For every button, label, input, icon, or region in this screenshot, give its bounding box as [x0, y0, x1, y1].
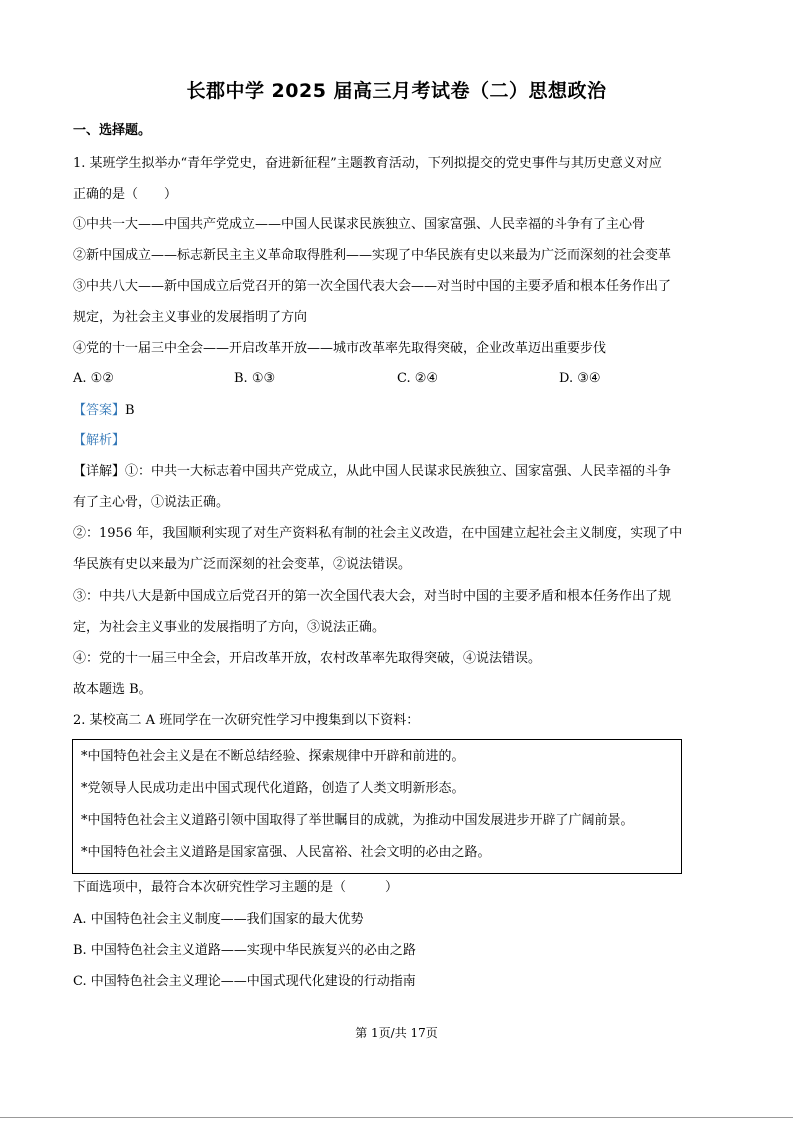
page-footer: 第 1页/共 17页: [355, 1026, 438, 1040]
q2-box-item-3: *中国特色社会主义道路引领中国取得了举世瞩目的成就，为推动中国发展进步开辟了广阔前景。: [81, 813, 634, 828]
q2-box-item-1: *中国特色社会主义是在不断总结经验、探索规律中开辟和前进的。: [81, 749, 465, 764]
detail-text: ①：中共一大标志着中国共产党成立，从此中国人民谋求民族独立、国家富强、人民幸福的斗争: [125, 464, 672, 479]
q1-detail-8: 故本题选 B。: [73, 682, 152, 697]
q2-question: 下面选项中，最符合本次研究性学习主题的是（ ）: [73, 880, 399, 895]
q1-option-b: B. ①③: [234, 371, 276, 386]
q2-option-c: C. 中国特色社会主义理论——中国式现代化建设的行动指南: [73, 974, 416, 989]
q1-item-2: ②新中国成立——标志新民主主义革命取得胜利——实现了中华民族有史以来最为广泛而深刻的社会变革: [73, 248, 672, 263]
answer-value: B: [125, 403, 135, 418]
bottom-divider: [0, 1117, 793, 1118]
answer-label: 【答案】: [73, 403, 126, 418]
q1-item-4: ④党的十一届三中全会——开启改革开放——城市改革率先取得突破，企业改革迈出重要步伐: [73, 341, 607, 356]
q1-detail-3: ②：1956 年，我国顺利实现了对生产资料私有制的社会主义改造，在中国建立起社会主义制度，实现了中: [73, 526, 683, 541]
q1-detail-5: ③：中共八大是新中国成立后党召开的第一次全国代表大会，对当时中国的主要矛盾和根本任务作出了规: [73, 589, 672, 604]
q1-item-3-cont: 规定，为社会主义事业的发展指明了方向: [73, 310, 308, 325]
q1-item-3: ③中共八大——新中国成立后党召开的第一次全国代表大会——对当时中国的主要矛盾和根本任务作出了: [73, 279, 672, 294]
q1-stem-line-1: 1. 某班学生拟举办“青年学党史，奋进新征程”主题教育活动，下列拟提交的党史事件与其历史意义对应: [73, 156, 662, 171]
q2-box-item-4: *中国特色社会主义道路是国家富强、人民富裕、社会文明的必由之路。: [81, 845, 491, 860]
q1-option-a: A. ①②: [73, 371, 114, 386]
q2-stem: 2. 某校高二 A 班同学在一次研究性学习中搜集到以下资料：: [73, 713, 420, 728]
q2-option-a: A. 中国特色社会主义制度——我们国家的最大优势: [73, 912, 364, 927]
q1-stem-line-2: 正确的是（ ）: [73, 187, 178, 202]
page-title: 长郡中学 2025 届高三月考试卷（二）思想政治: [186, 80, 607, 102]
section-heading: 一、选择题。: [73, 123, 152, 138]
q1-detail-7: ④：党的十一届三中全会，开启改革开放，农村改革率先取得突破，④说法错误。: [73, 651, 542, 666]
q1-item-1: ①中共一大——中国共产党成立——中国人民谋求民族独立、国家富强、人民幸福的斗争有了主心骨: [73, 217, 646, 232]
q2-box-item-2: *党领导人民成功走出中国式现代化道路，创造了人类文明新形态。: [81, 781, 465, 796]
q1-option-d: D. ③④: [559, 371, 601, 386]
q1-detail-6: 定，为社会主义事业的发展指明了方向，③说法正确。: [73, 620, 386, 635]
q1-answer: [73, 402, 135, 420]
q2-material-box: [72, 739, 682, 874]
q1-option-c: C. ②④: [397, 371, 439, 386]
analysis-label: 【解析】: [73, 433, 126, 448]
q1-detail-2: 有了主心骨，①说法正确。: [73, 495, 230, 510]
q2-option-b: B. 中国特色社会主义道路——实现中华民族复兴的必由之路: [73, 943, 416, 958]
detail-label: 【详解】: [73, 464, 126, 479]
q1-detail-4: 华民族有史以来最为广泛而深刻的社会变革，②说法错误。: [73, 557, 412, 572]
q1-detail-1: [73, 463, 671, 481]
